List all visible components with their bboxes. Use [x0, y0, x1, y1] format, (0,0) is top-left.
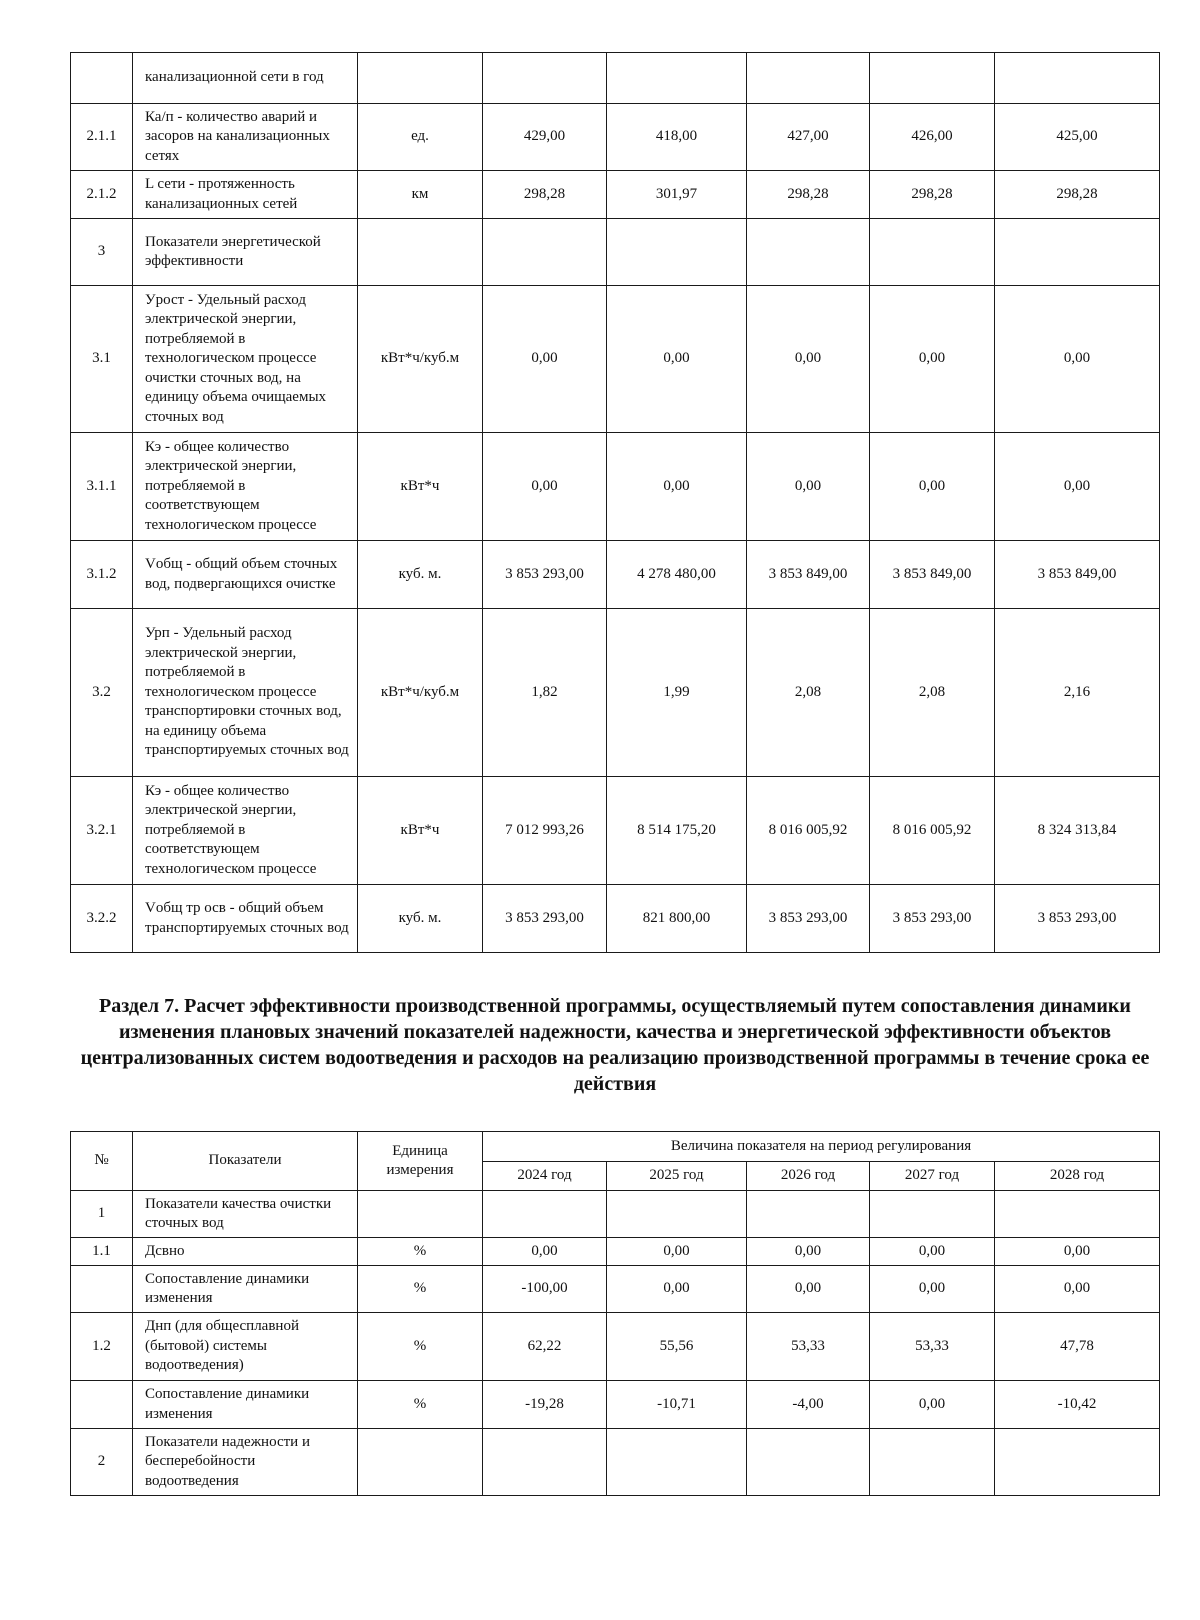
value-cell — [607, 53, 747, 104]
value-cell — [747, 1429, 870, 1496]
indicator-name: Кэ - общее количество электрической энергии, потребляемой в соответствующем технологическом процессе — [133, 433, 358, 541]
indicator-name: Показатели качества очистки сточных вод — [133, 1191, 358, 1238]
table-row — [71, 777, 1160, 885]
table-row — [71, 286, 1160, 433]
value-cell — [607, 219, 747, 286]
value-cell: 0,00 — [995, 1266, 1160, 1313]
value-cell: -4,00 — [747, 1381, 870, 1429]
value-cell: 4 278 480,00 — [607, 541, 747, 609]
indicator-column-header: Показатели — [133, 1132, 358, 1191]
value-cell: 8 016 005,92 — [870, 777, 995, 885]
value-cell: 0,00 — [483, 286, 607, 433]
value-cell: 2,08 — [747, 609, 870, 777]
value-cell: 0,00 — [870, 433, 995, 541]
table-row — [71, 885, 1160, 953]
indicator-name: Показатели надежности и бесперебойности водоотведения — [133, 1429, 358, 1496]
row-number — [71, 1381, 133, 1429]
value-cell: 0,00 — [870, 286, 995, 433]
value-cell: 298,28 — [747, 171, 870, 219]
row-number: 3 — [71, 219, 133, 286]
value-cell: 0,00 — [995, 433, 1160, 541]
unit-column-header: Единица измерения — [358, 1132, 483, 1191]
indicator-name: Ка/п - количество аварий и засоров на канализационных сетях — [133, 104, 358, 171]
table-row — [71, 53, 1160, 104]
table-row — [71, 1191, 1160, 1238]
value-cell — [870, 1191, 995, 1238]
unit-cell: кВт*ч/куб.м — [358, 609, 483, 777]
indicator-name: Дсвно — [133, 1238, 358, 1266]
number-column-header: № — [71, 1132, 133, 1191]
value-cell: 8 016 005,92 — [747, 777, 870, 885]
year-column-header: 2026 год — [747, 1162, 870, 1191]
value-cell — [607, 1429, 747, 1496]
value-cell: 0,00 — [607, 286, 747, 433]
section-7-heading: Раздел 7. Расчет эффективности производственной программы, осуществляемый путем сопоставления динамики изменения плановых значений показателей надежности, качества и энергетической эффективности объектов централизованных систем водоотведения и расходов на реализацию производственной программы в течение срока ее действия — [80, 995, 1150, 1095]
value-cell: 3 853 293,00 — [483, 541, 607, 609]
row-number — [71, 53, 133, 104]
row-number: 2.1.1 — [71, 104, 133, 171]
indicator-name: L сети - протяженность канализационных сетей — [133, 171, 358, 219]
value-cell: 2,16 — [995, 609, 1160, 777]
value-cell: 0,00 — [747, 286, 870, 433]
row-number: 2.1.2 — [71, 171, 133, 219]
year-column-header: 2027 год — [870, 1162, 995, 1191]
indicator-name: Сопоставление динамики изменения — [133, 1266, 358, 1313]
value-cell: 8 514 175,20 — [607, 777, 747, 885]
year-column-header: 2028 год — [995, 1162, 1160, 1191]
value-cell — [747, 53, 870, 104]
value-cell — [747, 1191, 870, 1238]
value-cell: -19,28 — [483, 1381, 607, 1429]
row-number: 3.1 — [71, 286, 133, 433]
row-number: 3.2.2 — [71, 885, 133, 953]
table-row — [71, 1381, 1160, 1429]
value-cell: 0,00 — [870, 1381, 995, 1429]
value-cell: 2,08 — [870, 609, 995, 777]
value-cell: 3 853 293,00 — [870, 885, 995, 953]
value-cell: 1,99 — [607, 609, 747, 777]
table-row — [71, 219, 1160, 286]
table-row — [71, 1313, 1160, 1381]
value-cell: 0,00 — [747, 433, 870, 541]
value-cell: 3 853 293,00 — [483, 885, 607, 953]
unit-cell: куб. м. — [358, 885, 483, 953]
table-row — [71, 433, 1160, 541]
value-cell — [483, 219, 607, 286]
unit-cell: % — [358, 1266, 483, 1313]
value-cell — [483, 1191, 607, 1238]
value-cell: 301,97 — [607, 171, 747, 219]
value-cell: 426,00 — [870, 104, 995, 171]
table-row — [71, 1238, 1160, 1266]
unit-cell: км — [358, 171, 483, 219]
row-number: 3.2.1 — [71, 777, 133, 885]
unit-cell — [358, 1429, 483, 1496]
indicator-name: Показатели энергетической эффективности — [133, 219, 358, 286]
indicator-name: Днп (для общесплавной (бытовой) системы водоотведения) — [133, 1313, 358, 1381]
value-cell: -100,00 — [483, 1266, 607, 1313]
value-cell — [483, 53, 607, 104]
value-cell: 3 853 849,00 — [995, 541, 1160, 609]
value-cell: 0,00 — [870, 1238, 995, 1266]
indicator-name: Кэ - общее количество электрической энергии, потребляемой в соответствующем технологическом процессе — [133, 777, 358, 885]
value-cell: 0,00 — [607, 433, 747, 541]
unit-cell: кВт*ч — [358, 777, 483, 885]
value-cell: -10,42 — [995, 1381, 1160, 1429]
row-number: 2 — [71, 1429, 133, 1496]
value-cell: 0,00 — [483, 1238, 607, 1266]
value-cell: 0,00 — [607, 1266, 747, 1313]
value-cell — [995, 219, 1160, 286]
value-cell: 47,78 — [995, 1313, 1160, 1381]
table-row — [71, 104, 1160, 171]
table-row — [71, 609, 1160, 777]
value-cell: 0,00 — [483, 433, 607, 541]
value-cell: 3 853 293,00 — [995, 885, 1160, 953]
unit-cell: % — [358, 1381, 483, 1429]
value-cell: 3 853 849,00 — [747, 541, 870, 609]
value-cell: 418,00 — [607, 104, 747, 171]
value-cell: 3 853 293,00 — [747, 885, 870, 953]
value-cell — [870, 219, 995, 286]
value-cell: 298,28 — [870, 171, 995, 219]
value-cell: 0,00 — [747, 1238, 870, 1266]
value-cell: 0,00 — [995, 286, 1160, 433]
value-cell: 0,00 — [870, 1266, 995, 1313]
indicator-name: Vобщ - общий объем сточных вод, подвергающихся очистке — [133, 541, 358, 609]
value-cell: 425,00 — [995, 104, 1160, 171]
unit-cell: % — [358, 1313, 483, 1381]
indicator-name: Уpост - Удельный расход электрической энергии, потребляемой в технологическом процессе очистки сточных вод, на единицу объема очищаемых сточных вод — [133, 286, 358, 433]
value-cell: 298,28 — [995, 171, 1160, 219]
value-cell: 53,33 — [747, 1313, 870, 1381]
value-cell — [995, 53, 1160, 104]
unit-cell: кВт*ч — [358, 433, 483, 541]
value-cell: 427,00 — [747, 104, 870, 171]
unit-cell — [358, 53, 483, 104]
year-column-header: 2025 год — [607, 1162, 747, 1191]
value-cell: 1,82 — [483, 609, 607, 777]
value-cell: 3 853 849,00 — [870, 541, 995, 609]
indicator-name: канализационной сети в год — [133, 53, 358, 104]
value-cell — [607, 1191, 747, 1238]
value-cell — [995, 1429, 1160, 1496]
year-column-header: 2024 год — [483, 1162, 607, 1191]
value-cell: 0,00 — [995, 1238, 1160, 1266]
value-cell: 429,00 — [483, 104, 607, 171]
unit-cell: % — [358, 1238, 483, 1266]
value-cell: 53,33 — [870, 1313, 995, 1381]
value-cell: 0,00 — [747, 1266, 870, 1313]
row-number: 1.2 — [71, 1313, 133, 1381]
table-row — [71, 1429, 1160, 1496]
value-cell: 7 012 993,26 — [483, 777, 607, 885]
value-cell: 62,22 — [483, 1313, 607, 1381]
value-cell — [870, 53, 995, 104]
indicator-name: Урп - Удельный расход электрической энергии, потребляемой в технологическом процессе транспортировки сточных вод, на единицу объема транспортируемых сточных вод — [133, 609, 358, 777]
period-column-header: Величина показателя на период регулирования — [483, 1132, 1160, 1162]
efficiency-table — [70, 1131, 1160, 1496]
unit-cell — [358, 219, 483, 286]
value-cell: 55,56 — [607, 1313, 747, 1381]
value-cell — [995, 1191, 1160, 1238]
row-number — [71, 1266, 133, 1313]
value-cell — [747, 219, 870, 286]
row-number: 3.1.2 — [71, 541, 133, 609]
table-header-row — [71, 1132, 1160, 1162]
row-number: 3.1.1 — [71, 433, 133, 541]
row-number: 1 — [71, 1191, 133, 1238]
indicator-name: Сопоставление динамики изменения — [133, 1381, 358, 1429]
value-cell — [483, 1429, 607, 1496]
value-cell: -10,71 — [607, 1381, 747, 1429]
value-cell: 0,00 — [607, 1238, 747, 1266]
value-cell: 8 324 313,84 — [995, 777, 1160, 885]
table-row — [71, 171, 1160, 219]
value-cell — [870, 1429, 995, 1496]
unit-cell: ед. — [358, 104, 483, 171]
unit-cell — [358, 1191, 483, 1238]
indicators-table-continued — [70, 52, 1160, 953]
table-row — [71, 541, 1160, 609]
unit-cell: кВт*ч/куб.м — [358, 286, 483, 433]
table-row — [71, 1266, 1160, 1313]
row-number: 1.1 — [71, 1238, 133, 1266]
unit-cell: куб. м. — [358, 541, 483, 609]
row-number: 3.2 — [71, 609, 133, 777]
value-cell: 298,28 — [483, 171, 607, 219]
indicator-name: Vобщ тр осв - общий объем транспортируемых сточных вод — [133, 885, 358, 953]
value-cell: 821 800,00 — [607, 885, 747, 953]
